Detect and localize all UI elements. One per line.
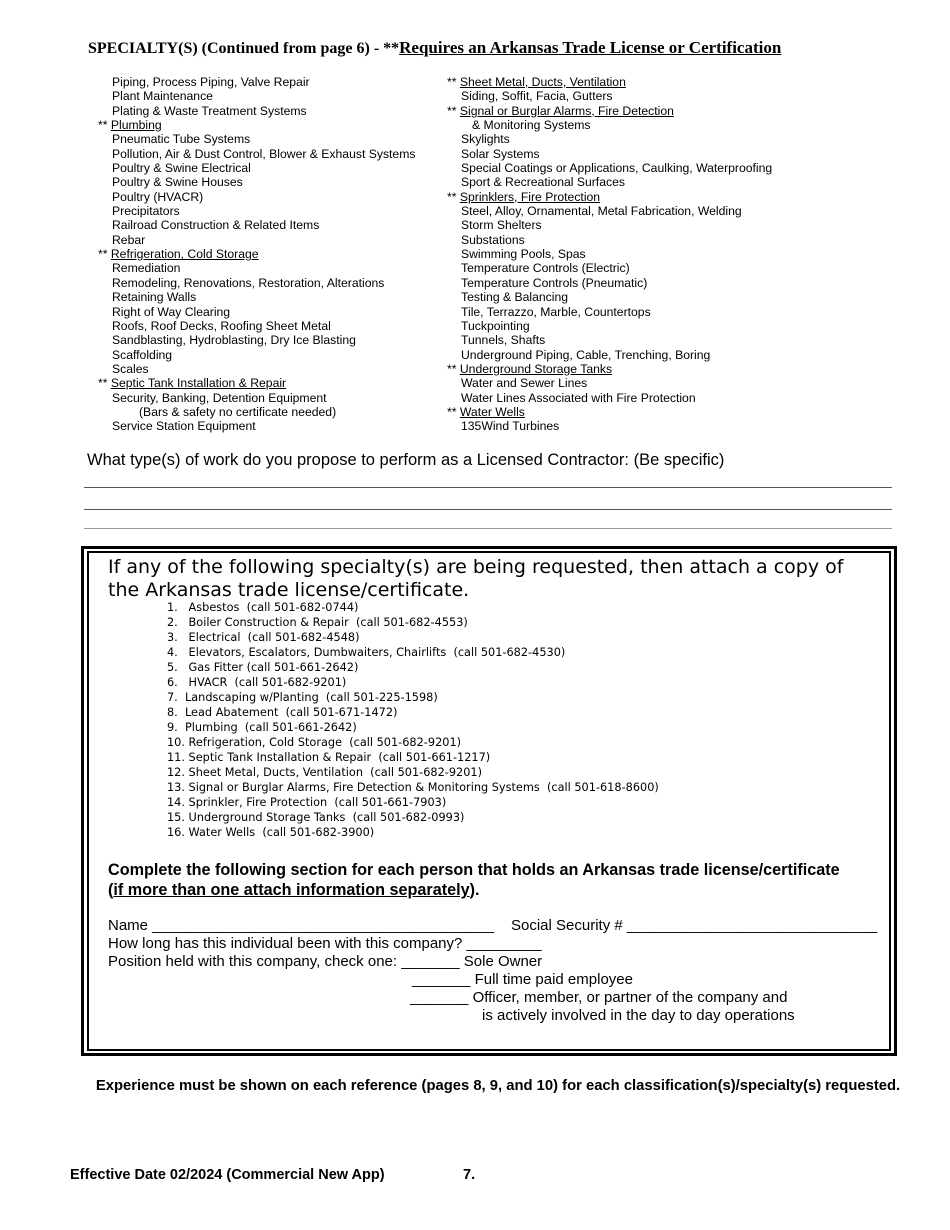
- specialty-item: [98, 376, 415, 390]
- specialty-item-label: Pollution, Air & Dust Control, Blower & Exhaust Systems: [112, 146, 416, 161]
- complete-section-instruction: [108, 860, 888, 900]
- specialty-item: [447, 104, 772, 118]
- specialty-item: [98, 218, 415, 232]
- license-required-marker: **: [98, 118, 111, 133]
- specialty-item: [447, 247, 772, 261]
- specialty-item-label: Special Coatings or Applications, Caulking, Waterproofing: [461, 161, 773, 176]
- specialty-item: [447, 132, 772, 146]
- specialty-list-left: [98, 75, 415, 434]
- specialty-item: [447, 391, 772, 405]
- specialty-item: [447, 348, 772, 362]
- specialty-item-label: Substations: [461, 232, 525, 247]
- specialty-item: [98, 419, 415, 433]
- specialty-list-right: [447, 75, 772, 434]
- page-number: 7.: [463, 1167, 476, 1183]
- specialty-item: [447, 147, 772, 161]
- specialty-item: [98, 147, 415, 161]
- complete-text: Complete the following section for each person that holds an Arkansas trade license/certificate: [108, 861, 840, 879]
- specialty-item-label: (Bars & safety no certificate needed): [139, 404, 337, 419]
- specialty-item: [98, 104, 415, 118]
- specialty-item-label: Refrigeration, Cold Storage: [110, 247, 259, 262]
- complete-note-open: (: [108, 881, 114, 899]
- specialty-item-label: Signal or Burglar Alarms, Fire Detection: [459, 103, 674, 118]
- specialty-item: [447, 204, 772, 218]
- trade-license-item: 15. Underground Storage Tanks (call 501-682-0993): [167, 811, 465, 824]
- specialty-item: [447, 218, 772, 232]
- trade-license-item: 14. Sprinkler, Fire Protection (call 501-661-7903): [167, 796, 447, 809]
- license-required-marker: **: [447, 361, 460, 376]
- specialty-item-label: Pneumatic Tube Systems: [112, 132, 251, 147]
- specialty-item: [447, 233, 772, 247]
- license-required-marker: **: [447, 103, 460, 118]
- specialty-item-label: Solar Systems: [461, 146, 540, 161]
- heading-title: Requires an Arkansas Trade License or Certification: [399, 38, 782, 57]
- license-required-marker: **: [447, 189, 460, 204]
- specialty-item: [447, 419, 772, 433]
- specialty-item-label: Retaining Walls: [112, 290, 197, 305]
- specialty-item: [447, 333, 772, 347]
- specialty-item-label: Poultry & Swine Houses: [112, 175, 243, 190]
- specialty-item: [447, 75, 772, 89]
- trade-license-item: 13. Signal or Burglar Alarms, Fire Detection & Monitoring Systems (call 501-618-8600): [167, 781, 659, 794]
- specialty-item-label: Water Wells: [459, 404, 525, 419]
- complete-note-close: ).: [469, 881, 480, 899]
- specialty-item: [98, 333, 415, 347]
- answer-line-2[interactable]: [84, 509, 892, 510]
- specialty-item: [98, 276, 415, 290]
- trade-license-item: 12. Sheet Metal, Ducts, Ventilation (call 501-682-9201): [167, 766, 482, 779]
- specialty-item-label: Poultry & Swine Electrical: [112, 161, 251, 176]
- specialty-item-label: Sheet Metal, Ducts, Ventilation: [459, 75, 626, 89]
- specialty-item: [447, 362, 772, 376]
- trade-license-item: 2. Boiler Construction & Repair (call 501-682-4553): [167, 616, 468, 629]
- specialty-item-label: Rebar: [112, 232, 146, 247]
- experience-note: Experience must be shown on each reference (pages 8, 9, and 10) for each classification(s)/specialty(s) requested.: [95, 1078, 901, 1094]
- complete-note: if more than one attach information separately: [113, 881, 470, 899]
- specialty-item-label: Storm Shelters: [461, 218, 542, 233]
- specialty-item-label: Poultry (HVACR): [112, 189, 204, 204]
- specialty-item-label: Sport & Recreational Surfaces: [461, 175, 625, 190]
- trade-license-item: 3. Electrical (call 501-682-4548): [167, 631, 360, 644]
- specialty-item: [98, 118, 415, 132]
- specialty-item-label: Scaffolding: [112, 347, 173, 362]
- trade-license-item: 5. Gas Fitter (call 501-661-2642): [167, 661, 359, 674]
- specialty-item-label: Swimming Pools, Spas: [461, 247, 586, 262]
- specialty-item: [98, 348, 415, 362]
- specialty-item-label: Sprinklers, Fire Protection: [459, 189, 601, 204]
- specialty-item: [98, 247, 415, 261]
- specialty-item: [98, 290, 415, 304]
- specialty-item: [447, 161, 772, 175]
- trade-license-item: 8. Lead Abatement (call 501-671-1472): [167, 706, 398, 719]
- specialty-item-label: Remediation: [112, 261, 181, 276]
- specialty-item: [447, 319, 772, 333]
- ssn-field[interactable]: Social Security # ______________________________: [511, 917, 878, 934]
- specialty-item: [98, 319, 415, 333]
- work-type-question: What type(s) of work do you propose to perform as a Licensed Contractor: (Be specific): [87, 451, 725, 469]
- specialty-item-label: Security, Banking, Detention Equipment: [112, 390, 327, 405]
- specialty-item: [447, 405, 772, 419]
- heading-prefix: SPECIALTY(S) (Continued from page 6) - **: [88, 40, 400, 57]
- specialty-item: [98, 261, 415, 275]
- trade-license-item: 1. Asbestos (call 501-682-0744): [167, 601, 359, 614]
- specialty-item-label: & Monitoring Systems: [472, 118, 591, 133]
- position-sole-owner-option[interactable]: Position held with this company, check one: _______ Sole Owner: [108, 953, 543, 970]
- trade-license-item: 4. Elevators, Escalators, Dumbwaiters, Chairlifts (call 501-682-4530): [167, 646, 566, 659]
- footer-effective-date: Effective Date 02/2024 (Commercial New App): [70, 1167, 385, 1183]
- specialty-item: [98, 132, 415, 146]
- specialty-item-label: Temperature Controls (Electric): [461, 261, 630, 276]
- specialty-item: [447, 89, 772, 103]
- specialty-item: [98, 391, 415, 405]
- tenure-field[interactable]: How long has this individual been with this company? _________: [108, 935, 542, 952]
- trade-license-intro: If any of the following specialty(s) are being requested, then attach a copy of the Arkansas trade license/certificate.: [108, 556, 844, 601]
- specialty-item-label: Underground Storage Tanks: [459, 361, 613, 376]
- specialty-item: [447, 190, 772, 204]
- specialty-item-label: Precipitators: [112, 204, 180, 219]
- specialty-item: [447, 376, 772, 390]
- specialty-item: [98, 161, 415, 175]
- specialty-item-label: Temperature Controls (Pneumatic): [461, 275, 648, 290]
- specialty-item: [98, 204, 415, 218]
- specialty-item-label: Right of Way Clearing: [112, 304, 231, 319]
- specialty-item: [447, 305, 772, 319]
- specialty-item-label: Plumbing: [110, 118, 162, 133]
- specialty-item-label: Septic Tank Installation & Repair: [110, 376, 287, 391]
- specialty-item-label: Railroad Construction & Related Items: [112, 218, 320, 233]
- specialty-item-label: Plating & Waste Treatment Systems: [112, 103, 307, 118]
- specialty-item-label: Service Station Equipment: [112, 419, 256, 434]
- specialty-item: [98, 89, 415, 103]
- trade-license-item: 16. Water Wells (call 501-682-3900): [167, 826, 375, 839]
- page-heading: [88, 38, 781, 58]
- specialty-item-label: Water Lines Associated with Fire Protection: [461, 390, 696, 405]
- position-officer-continued: is actively involved in the day to day operations: [482, 1007, 795, 1024]
- specialty-item: [98, 405, 415, 419]
- specialty-item: [447, 276, 772, 290]
- answer-line-1[interactable]: [84, 487, 892, 488]
- trade-license-item: 9. Plumbing (call 501-661-2642): [167, 721, 357, 734]
- specialty-item-label: Water and Sewer Lines: [461, 376, 588, 391]
- specialty-item: [447, 261, 772, 275]
- specialty-item: [98, 233, 415, 247]
- trade-license-item: 11. Septic Tank Installation & Repair (call 501-661-1217): [167, 751, 491, 764]
- specialty-item-label: Remodeling, Renovations, Restoration, Alterations: [112, 275, 385, 290]
- trade-license-item: 7. Landscaping w/Planting (call 501-225-1598): [167, 691, 438, 704]
- specialty-item-label: Skylights: [461, 132, 510, 147]
- position-fulltime-option[interactable]: _______ Full time paid employee: [412, 971, 633, 988]
- specialty-item-label: Roofs, Roof Decks, Roofing Sheet Metal: [112, 318, 331, 333]
- trade-license-list: [167, 600, 659, 840]
- license-required-marker: **: [447, 75, 460, 89]
- specialty-item-label: Sandblasting, Hydroblasting, Dry Ice Blasting: [112, 333, 356, 348]
- specialty-item-label: Piping, Process Piping, Valve Repair: [112, 75, 310, 89]
- specialty-item: [447, 175, 772, 189]
- specialty-item-label: Siding, Soffit, Facia, Gutters: [461, 89, 613, 104]
- license-required-marker: **: [98, 376, 111, 391]
- specialty-item-label: Testing & Balancing: [461, 290, 569, 305]
- specialty-item-label: Steel, Alloy, Ornamental, Metal Fabrication, Welding: [461, 204, 742, 219]
- specialty-item: [447, 118, 772, 132]
- specialty-item: [98, 75, 415, 89]
- specialty-item-label: Tuckpointing: [461, 318, 530, 333]
- position-officer-option[interactable]: _______ Officer, member, or partner of the company and: [410, 989, 788, 1006]
- specialty-item-label: Plant Maintenance: [112, 89, 213, 104]
- specialty-item: [98, 305, 415, 319]
- answer-line-3[interactable]: [84, 528, 892, 529]
- specialty-item-label: Tile, Terrazzo, Marble, Countertops: [461, 304, 651, 319]
- specialty-item: [98, 362, 415, 376]
- specialty-item-label: Scales: [112, 361, 149, 376]
- specialty-item: [447, 290, 772, 304]
- specialty-item-label: 135Wind Turbines: [461, 419, 560, 434]
- trade-license-item: 10. Refrigeration, Cold Storage (call 501-682-9201): [167, 736, 462, 749]
- specialty-item-label: Tunnels, Shafts: [461, 333, 546, 348]
- specialty-item: [98, 190, 415, 204]
- specialty-item: [98, 175, 415, 189]
- specialty-item-label: Underground Piping, Cable, Trenching, Boring: [461, 347, 711, 362]
- license-required-marker: **: [98, 247, 111, 262]
- trade-license-item: 6. HVACR (call 501-682-9201): [167, 676, 347, 689]
- name-field[interactable]: Name _________________________________________: [108, 917, 495, 934]
- license-required-marker: **: [447, 404, 460, 419]
